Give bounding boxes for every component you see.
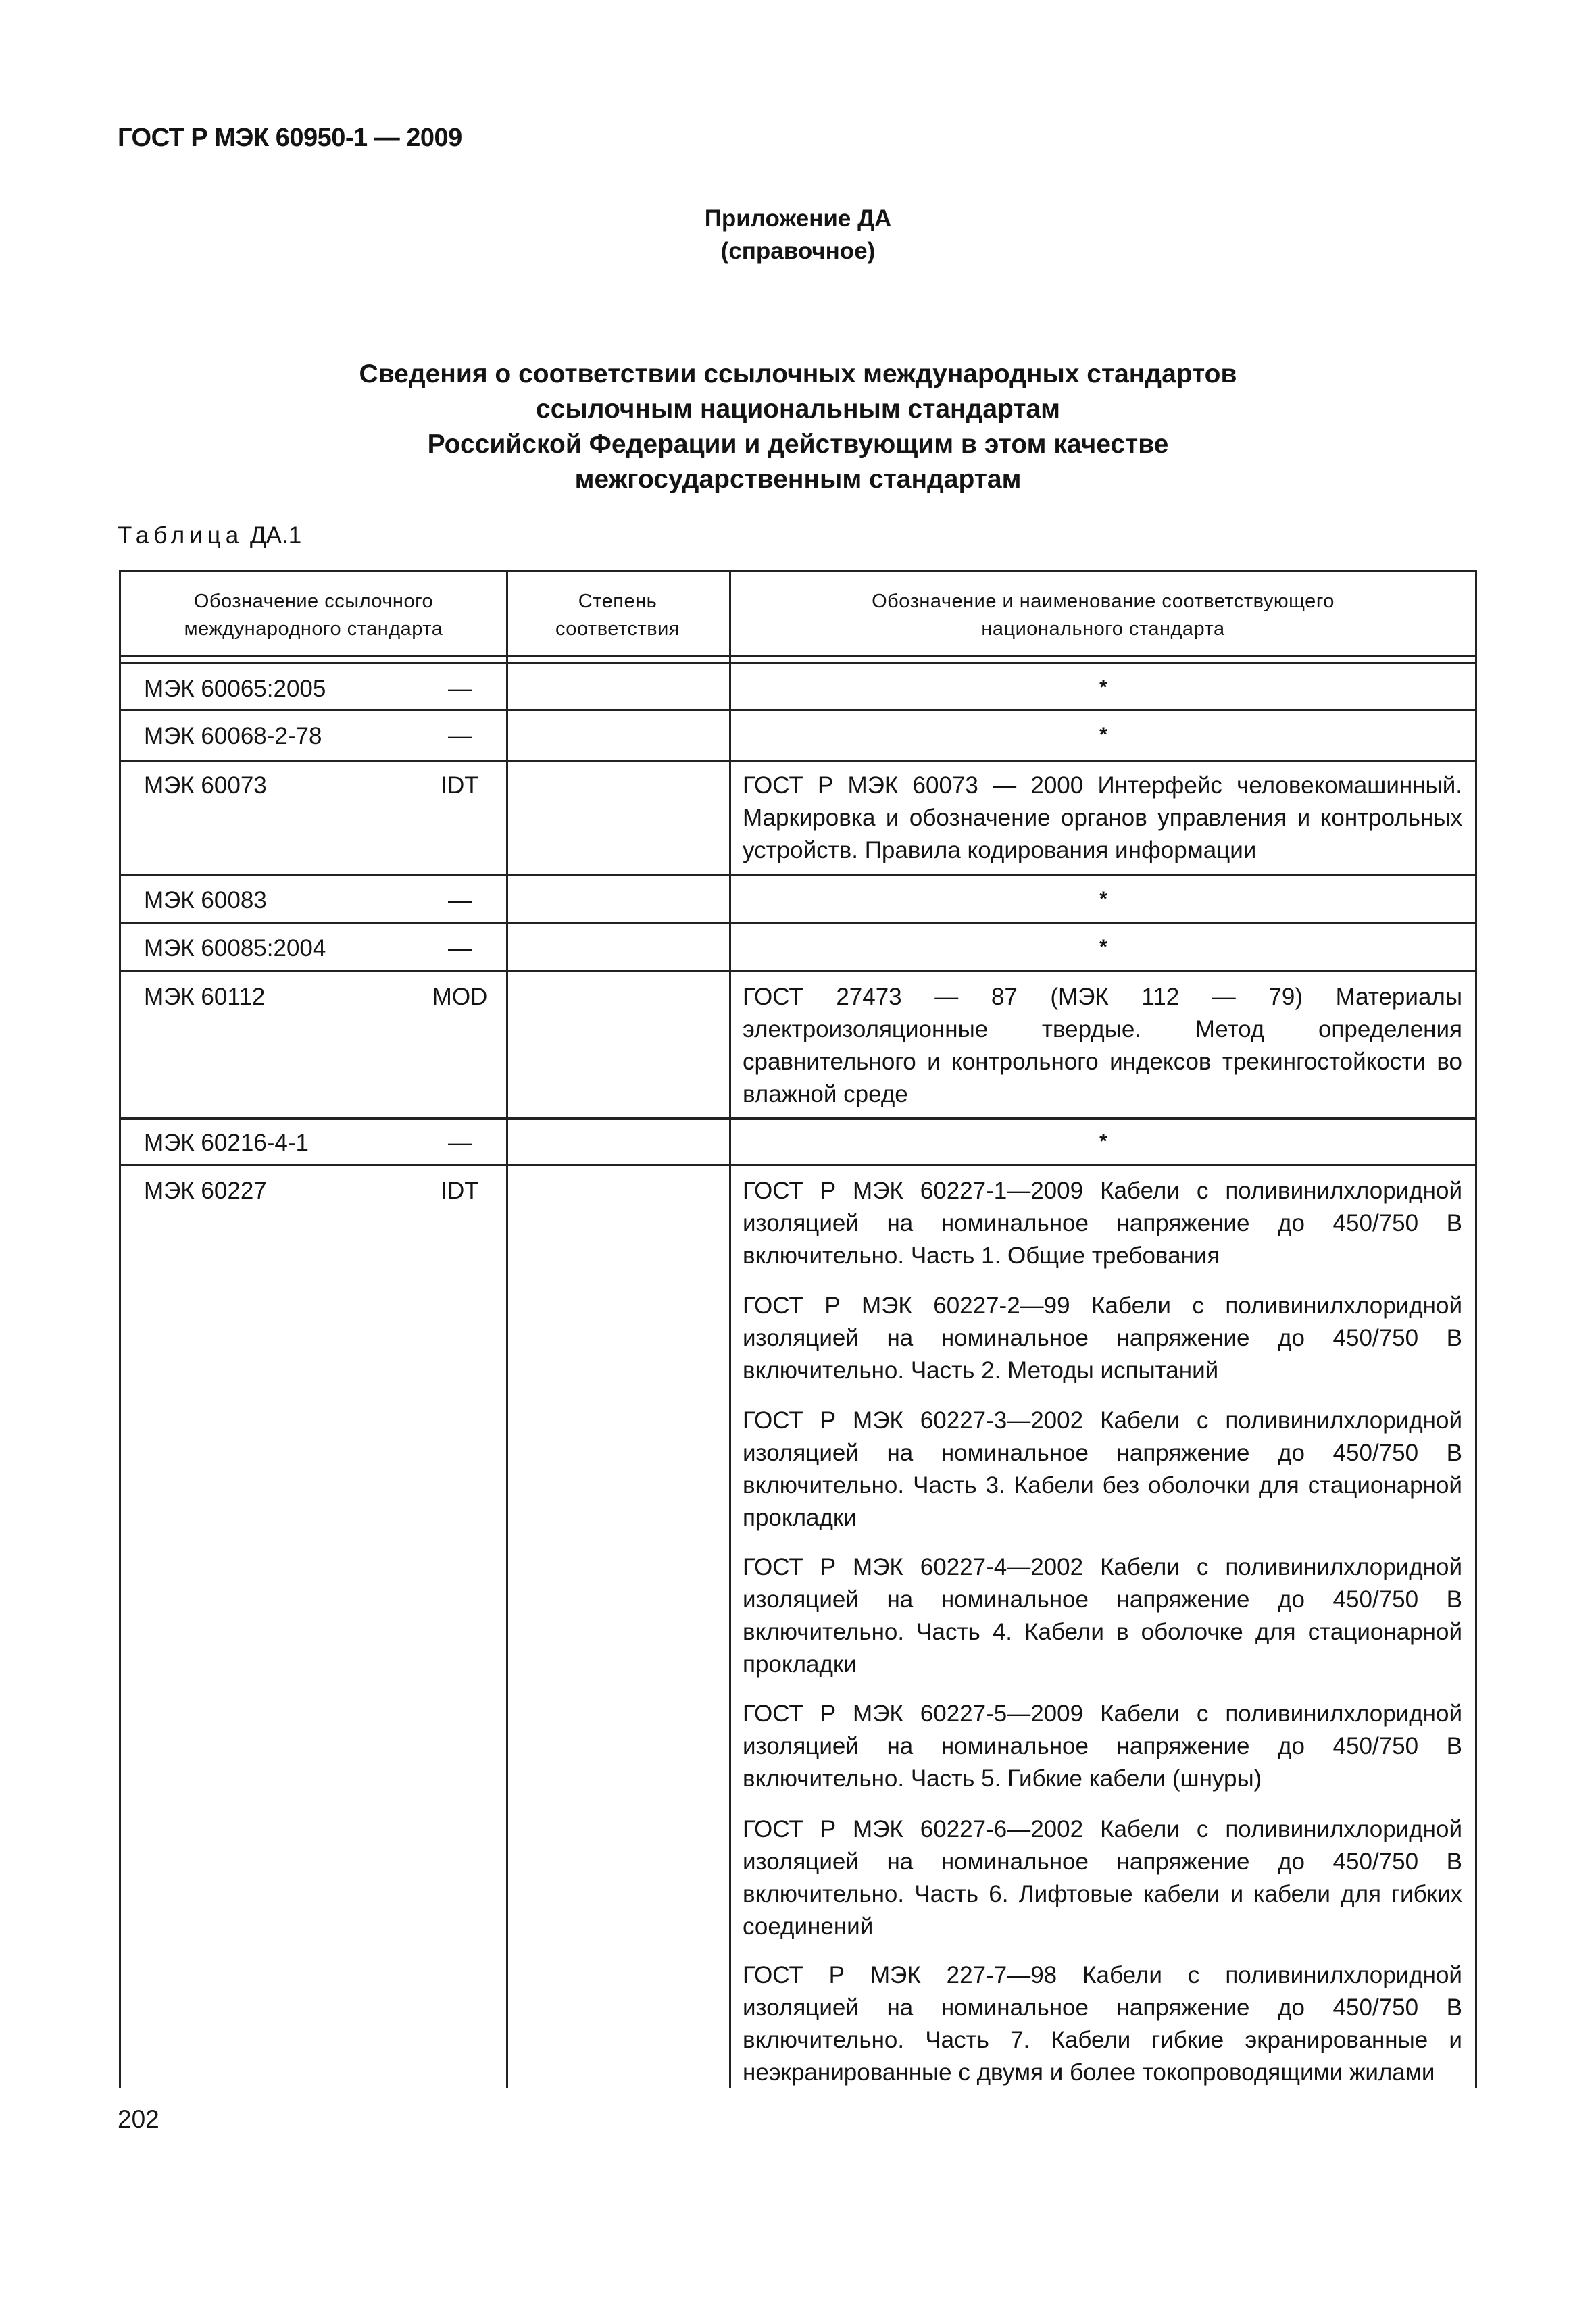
table-row-ref: МЭК 60065:2005 — [144, 676, 326, 702]
table-row-ref: МЭК 60227 — [144, 1178, 267, 1204]
table-row-national: * — [1099, 676, 1107, 699]
table-row-national: * — [1099, 1130, 1107, 1153]
appendix-title: Приложение ДА — [704, 205, 892, 232]
table-row-national: * — [1099, 936, 1107, 958]
document-title — [0, 357, 1596, 497]
column-header-line: Степень — [578, 590, 657, 612]
document-title-line: Российской Федерации и действующим в этом качестве — [427, 430, 1169, 459]
table-caption — [118, 522, 301, 549]
table-row-degree: IDT — [441, 1178, 479, 1204]
column-header-line: национального стандарта — [981, 618, 1225, 640]
table-row-ref: МЭК 60112 — [144, 984, 266, 1010]
column-header-line: Обозначение и наименование соответствующего — [872, 590, 1335, 612]
table-row-ref: МЭК 60085:2004 — [144, 935, 326, 961]
row-divider — [121, 970, 1475, 972]
table-row-degree: — — [448, 1130, 472, 1156]
table-row-national-entry: ГОСТ Р МЭК 60227-1—2009 Кабели с поливинилхлоридной изоляцией на номинальное напряжение до 450/750 В включительно. Часть 1. Общие требования — [743, 1178, 1462, 1269]
table-row-degree: MOD — [432, 984, 488, 1010]
table-row-degree: IDT — [441, 772, 479, 799]
table-row-national-entry: ГОСТ Р МЭК 60227-6—2002 Кабели с поливинилхлоридной изоляцией на номинальное напряжение до 450/750 В включительно. Часть 6. Лифтовые кабели и кабели для гибких соединений — [743, 1816, 1462, 1940]
table-row-ref: МЭК 60083 — [144, 887, 267, 913]
table-row-national-entry: ГОСТ Р МЭК 60227-2—99 Кабели с поливинилхлоридной изоляцией на номинальное напряжение до 450/750 В включительно. Часть 2. Методы испытаний — [743, 1292, 1462, 1384]
table-row-ref: МЭК 60068-2-78 — [144, 723, 322, 749]
column-header-line: международного стандарта — [184, 618, 443, 640]
column-header-national — [729, 588, 1477, 643]
table-row-national-entry: ГОСТ Р МЭК 227-7—98 Кабели с поливинилхлоридной изоляцией на номинальное напряжение до 450/750 В включительно. Часть 7. Кабели гибкие экранированные и неэкранированные с двумя и более токопроводящими жилами — [743, 1962, 1462, 2086]
column-header-line: Обозначение ссылочного — [193, 590, 434, 612]
table-row-national: * — [1099, 724, 1107, 746]
table-row-degree: — — [448, 887, 472, 913]
column-header-reference — [121, 588, 506, 643]
table-row-national-entry: ГОСТ Р МЭК 60227-4—2002 Кабели с поливинилхлоридной изоляцией на номинальное напряжение до 450/750 В включительно. Часть 4. Кабели в оболочке для стационарной прокладки — [743, 1554, 1462, 1678]
header-divider — [121, 662, 1475, 664]
header-divider — [121, 655, 1475, 657]
table-caption-number: ДА.1 — [249, 522, 302, 549]
column-header-line: соответствия — [555, 618, 680, 640]
standards-table — [119, 570, 1477, 2088]
table-row-degree: — — [448, 935, 472, 961]
page-number: 202 — [118, 2105, 159, 2133]
table-row-ref: МЭК 60073 — [144, 772, 267, 799]
row-divider — [121, 709, 1475, 711]
document-title-line: Сведения о соответствии ссылочных международных стандартов — [359, 359, 1237, 388]
table-row-ref: МЭК 60216-4-1 — [144, 1130, 309, 1156]
row-divider — [121, 922, 1475, 924]
row-divider — [121, 1117, 1475, 1120]
table-row-national-entry: ГОСТ Р МЭК 60227-3—2002 Кабели с поливинилхлоридной изоляцией на номинальное напряжение до 450/750 В включительно. Часть 3. Кабели без оболочки для стационарной прокладки — [743, 1407, 1462, 1531]
row-divider — [121, 760, 1475, 762]
appendix-heading — [0, 203, 1596, 268]
table-row-national: * — [1099, 888, 1107, 910]
table-row-national: ГОСТ Р МЭК 60073 — 2000 Интерфейс человекомашинный. Маркировка и обозначение органов управления и контрольных устройств. Правила кодирования информации — [743, 772, 1462, 863]
column-header-degree — [506, 588, 729, 643]
document-title-line: межгосударственным стандартам — [574, 465, 1022, 494]
document-title-line: ссылочным национальным стандартам — [536, 395, 1060, 424]
row-divider — [121, 1164, 1475, 1166]
appendix-subtitle: (справочное) — [720, 238, 876, 264]
table-row-degree: — — [448, 676, 472, 702]
row-divider — [121, 874, 1475, 876]
table-row-national-entry: ГОСТ Р МЭК 60227-5—2009 Кабели с поливинилхлоридной изоляцией на номинальное напряжение до 450/750 В включительно. Часть 5. Гибкие кабели (шнуры) — [743, 1701, 1462, 1792]
column-divider — [729, 572, 731, 2088]
table-row-degree: — — [448, 723, 472, 749]
table-row-national: ГОСТ 27473 — 87 (МЭК 112 — 79) Материалы электроизоляционные твердые. Метод определения сравнительного и контрольного индексов трекингостойкости во влажной среде — [743, 984, 1462, 1107]
standard-header: ГОСТ Р МЭК 60950-1 — 2009 — [118, 124, 462, 152]
table-caption-prefix: Таблица — [118, 522, 244, 549]
